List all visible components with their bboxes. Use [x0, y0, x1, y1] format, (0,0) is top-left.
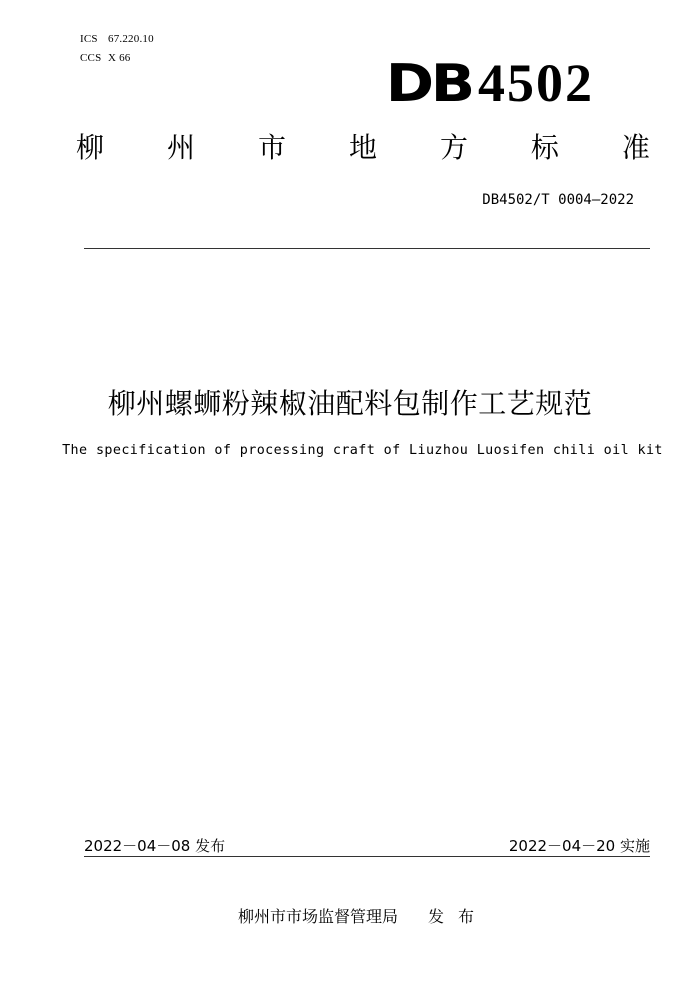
- standard-type-char: 市: [257, 131, 286, 164]
- title-chinese: 柳州螺蛳粉辣椒油配料包制作工艺规范: [107, 387, 593, 420]
- bottom-divider: [84, 856, 650, 857]
- implementation-date: 2022－04－20 实施: [508, 837, 650, 855]
- standard-type-heading: [76, 131, 650, 164]
- db-standard-logo: [385, 53, 594, 114]
- standard-type-char: 州: [166, 131, 195, 164]
- top-divider: [84, 248, 650, 249]
- standard-type-char: 地: [348, 131, 377, 164]
- ccs-label: CCS: [80, 52, 102, 64]
- ccs-code: [80, 52, 131, 64]
- issuer-name: 柳州市市场监督管理局: [238, 907, 399, 926]
- standard-type-char: 准: [621, 131, 650, 164]
- ics-value: 67.220.10: [108, 33, 154, 45]
- title-english: The specification of processing craft of Liuzhou Luosifen chili oil kit: [62, 443, 663, 458]
- ics-code: [80, 33, 154, 45]
- standard-type-char: 柳: [76, 131, 105, 164]
- db-region-code: 4502: [478, 53, 594, 113]
- issue-date: 2022－04－08 发布: [84, 837, 226, 855]
- standard-type-char: 标: [530, 131, 559, 164]
- standard-number: DB4502/T 0004—2022: [482, 192, 634, 208]
- db-letters: DB: [385, 54, 472, 114]
- ccs-value: X 66: [108, 52, 131, 64]
- standard-type-char: 方: [439, 131, 468, 164]
- issuer: [238, 904, 488, 927]
- issuer-action: 发布: [428, 907, 489, 926]
- ics-label: ICS: [80, 33, 98, 45]
